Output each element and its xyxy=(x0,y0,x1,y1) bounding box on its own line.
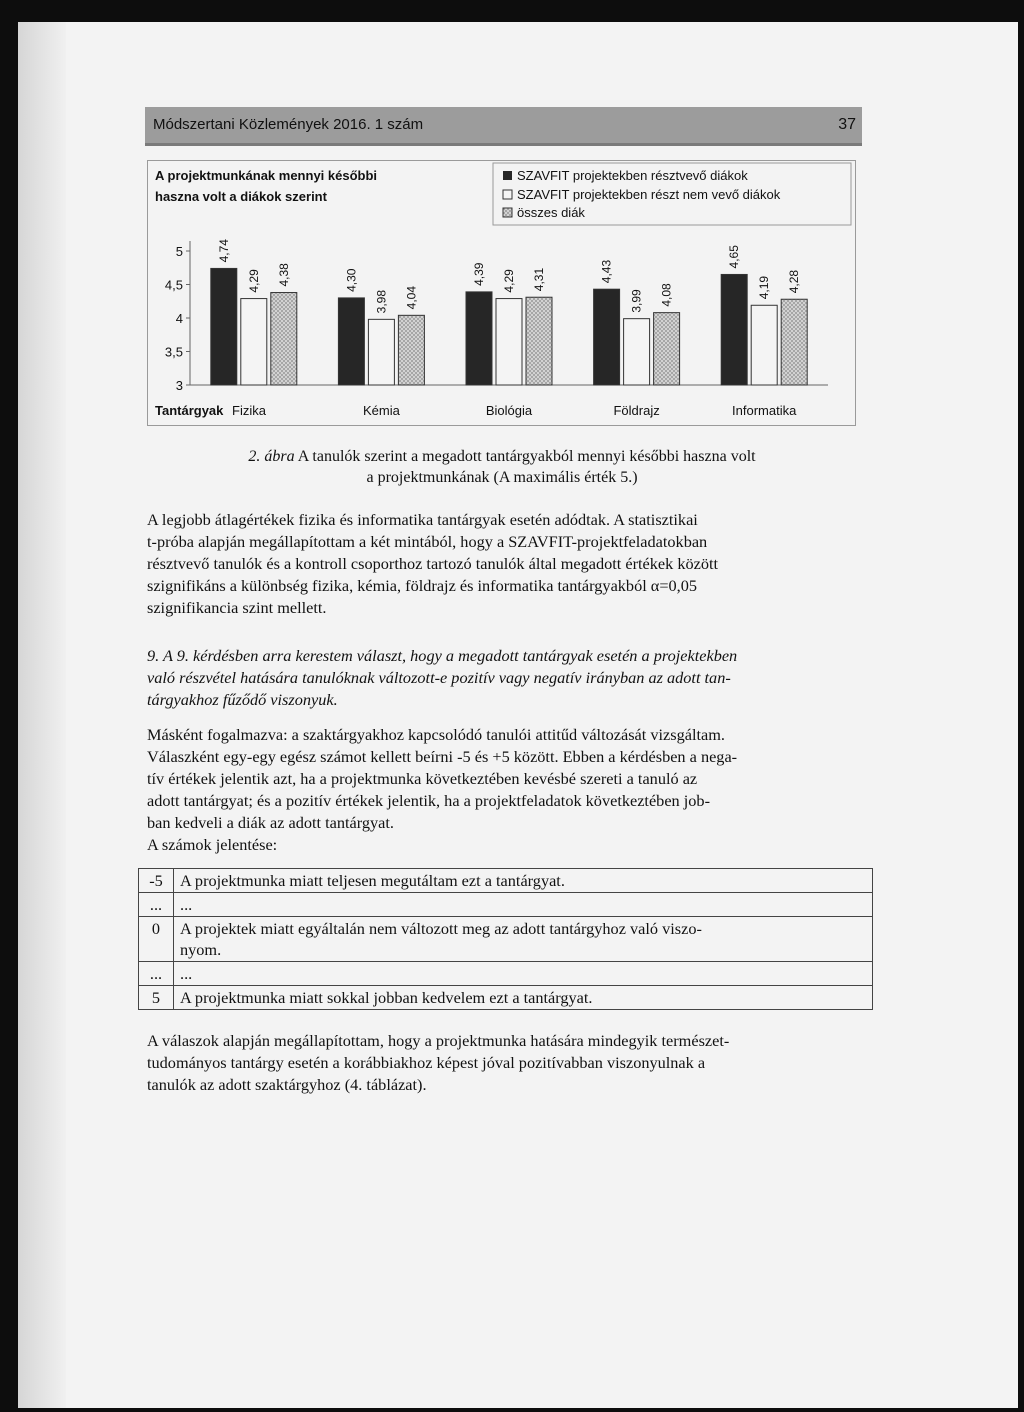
legend-label-nonparticipants: SZAVFIT projektekben részt nem vevő diákok xyxy=(517,187,781,202)
scale-value: 5 xyxy=(139,986,174,1010)
caption-text-1: A tanulók szerint a megadott tantárgyakból mennyi későbbi haszna volt xyxy=(294,448,756,465)
page-number: 37 xyxy=(838,116,856,133)
page-gutter-shadow xyxy=(18,22,66,1408)
text-line: résztvevő tanulók és a kontroll csoporthoz tartozó tanulók által megadott értékek között xyxy=(147,554,719,573)
bar-nonparticipants xyxy=(624,319,650,385)
scale-meaning: ... xyxy=(174,962,873,986)
value-label-nonparticipants: 3,99 xyxy=(629,289,644,313)
y-tick-label: 4 xyxy=(175,311,183,326)
value-label-participants: 4,43 xyxy=(599,259,614,284)
bar-all-students xyxy=(526,297,552,385)
text-line: Másként fogalmazva: a szaktárgyakhoz kapcsolódó tanulói attitűd változását vizsgáltam. xyxy=(147,725,725,744)
y-tick-label: 4,5 xyxy=(164,277,183,293)
table-row xyxy=(139,893,873,917)
bar-participants xyxy=(594,289,620,385)
bar-nonparticipants xyxy=(496,299,522,385)
chart-canvas xyxy=(148,161,855,425)
chart-title-line-1: A projektmunkának mennyi későbbi xyxy=(155,168,378,183)
x-category-label: Földrajz xyxy=(613,403,660,418)
paragraph-results xyxy=(147,509,862,619)
value-label-nonparticipants: 3,98 xyxy=(374,289,389,314)
question-paragraph xyxy=(147,645,862,711)
x-category-label: Kémia xyxy=(362,403,400,418)
text-line: Válaszként egy-egy egész számot kellett beírni -5 és +5 között. Ebben a kérdésben a nega- xyxy=(147,747,738,766)
text-line: 9. A 9. kérdésben arra kerestem választ, hogy a megadott tantárgyak esetén a projektekben xyxy=(147,646,738,665)
text-line: szignifikáns a különbség fizika, kémia, földrajz és informatika tantárgyakból α=0,05 xyxy=(147,576,698,595)
caption-text-2: a projektmunkának (A maximális érték 5.) xyxy=(366,469,638,486)
value-label-participants: 4,74 xyxy=(216,239,231,263)
legend-label-participants: SZAVFIT projektekben résztvevő diákok xyxy=(517,168,748,183)
text-line: tanulók az adott szaktárgyhoz (4. táblázat). xyxy=(147,1075,427,1094)
legend-swatch-all-students xyxy=(503,208,512,217)
legend-label-all-students: összes diák xyxy=(517,205,585,220)
table-row xyxy=(139,869,873,893)
y-tick-label: 3 xyxy=(175,378,183,393)
text-line: ban kedveli a diák az adott tantárgyat. xyxy=(147,813,394,832)
figure-caption xyxy=(147,446,857,488)
bar-all-students xyxy=(398,315,424,385)
paragraph-method xyxy=(147,724,862,856)
text-line: A válaszok alapján megállapítottam, hogy a projektmunka hatására mindegyik természet- xyxy=(147,1031,730,1050)
chart-title-line-2: haszna volt a diákok szerint xyxy=(155,189,327,204)
table-row xyxy=(139,962,873,986)
x-axis-title: Tantárgyak xyxy=(155,403,224,418)
value-label-all-students: 4,08 xyxy=(659,283,674,307)
x-category-label: Informatika xyxy=(732,403,797,418)
text-line: tív értékek jelentik azt, ha a projektmunka következtében kevésbé szereti a tanuló az xyxy=(147,769,698,788)
paragraph-conclusion xyxy=(147,1030,862,1096)
text-line: szignifikancia szint mellett. xyxy=(147,598,327,617)
value-label-participants: 4,39 xyxy=(472,262,486,286)
scale-value: -5 xyxy=(139,869,174,893)
text-line: A számok jelentése: xyxy=(147,835,278,854)
bar-participants xyxy=(466,292,492,385)
scale-meaning: A projektmunka miatt sokkal jobban kedvelem ezt a tantárgyat. xyxy=(174,986,873,1010)
bar-participants xyxy=(338,298,364,385)
journal-title: Módszertani Közlemények 2016. 1 szám xyxy=(153,116,424,133)
value-label-nonparticipants: 4,29 xyxy=(502,269,516,293)
bar-nonparticipants xyxy=(241,299,267,385)
text-line: adott tantárgyat; és a pozitív értékek jelentik, ha a projektfeladatok következtében job- xyxy=(147,791,710,810)
bar-nonparticipants xyxy=(368,319,394,385)
text-line: tudományos tantárgy esetén a korábbiakhoz képest jóval pozitívabban viszonyulnak a xyxy=(147,1053,706,1072)
x-category-label: Fizika xyxy=(232,403,266,418)
value-label-all-students: 4,31 xyxy=(532,267,546,292)
scale-meaning: ... xyxy=(174,893,873,917)
text-line: A legjobb átlagértékek fizika és informatika tantárgyak esetén adódtak. A statisztikai xyxy=(147,510,698,529)
scale-meaning: A projektmunka miatt teljesen megutáltam ezt a tantárgyat. xyxy=(174,869,873,893)
scale-table xyxy=(138,868,873,1010)
value-label-participants: 4,30 xyxy=(344,268,359,292)
y-tick-label: 5 xyxy=(175,244,183,259)
scale-meaning: A projektek miatt egyáltalán nem változott meg az adott tantárgyhoz való viszo- nyom. xyxy=(174,917,873,962)
bar-nonparticipants xyxy=(751,305,777,385)
text-line: t-próba alapján megállapítottam a két mintából, hogy a SZAVFIT-projektfeladatokban xyxy=(147,532,708,551)
caption-line-1 xyxy=(147,446,857,467)
bar-all-students xyxy=(654,313,680,385)
value-label-all-students: 4,38 xyxy=(276,263,291,287)
value-label-nonparticipants: 4,19 xyxy=(757,275,772,300)
table-row xyxy=(139,917,873,962)
table-row xyxy=(139,986,873,1010)
bar-participants xyxy=(211,268,237,385)
bar-all-students xyxy=(271,293,297,385)
bar-chart xyxy=(147,160,856,426)
value-label-nonparticipants: 4,29 xyxy=(246,269,261,293)
scale-value: ... xyxy=(139,962,174,986)
value-label-all-students: 4,04 xyxy=(404,285,419,310)
value-label-participants: 4,65 xyxy=(727,245,742,269)
text-line: tárgyakhoz fűződő viszonyuk. xyxy=(147,690,338,709)
x-category-label: Biológia xyxy=(485,403,533,418)
legend-swatch-nonparticipants xyxy=(503,190,512,199)
bar-all-students xyxy=(781,299,807,385)
value-label-all-students: 4,28 xyxy=(787,269,802,294)
scale-value: ... xyxy=(139,893,174,917)
legend-swatch-participants xyxy=(503,171,512,180)
scale-value: 0 xyxy=(139,917,174,962)
y-tick-label: 3,5 xyxy=(164,344,183,360)
running-header xyxy=(145,107,862,146)
bar-participants xyxy=(721,274,747,385)
figure-number: 2. ábra xyxy=(248,448,295,465)
text-line: való részvétel hatására tanulóknak változott-e pozitív vagy negatív irányban az adott tan- xyxy=(147,668,731,687)
